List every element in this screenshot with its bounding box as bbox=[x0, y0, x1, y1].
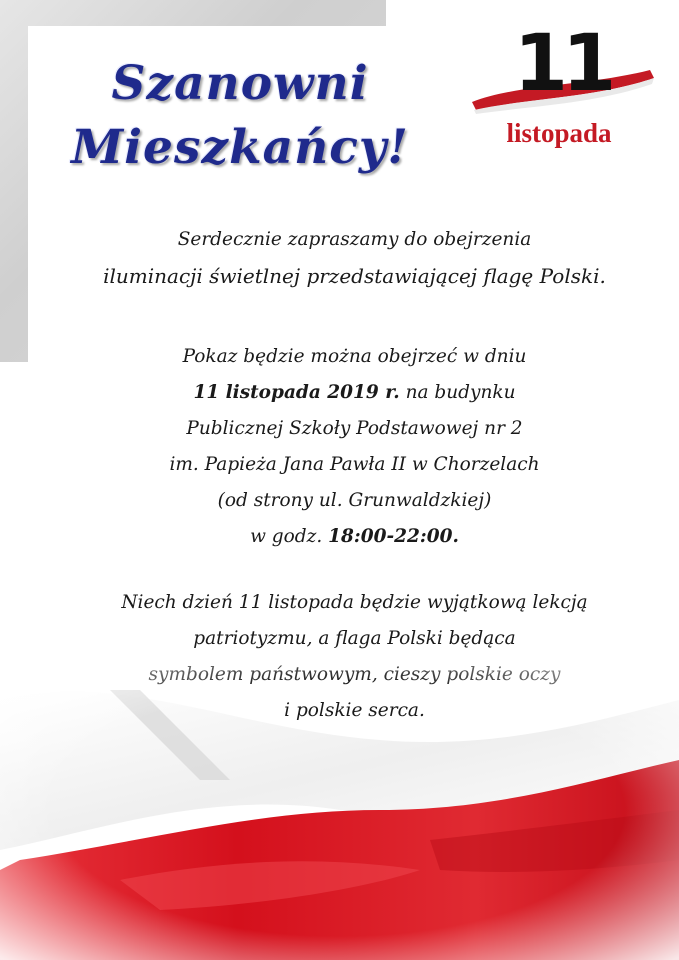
invitation-line-2: iluminacji świetlnej przedstawiającej flagę Polski. bbox=[103, 264, 606, 288]
event-line-5: (od strony ul. Grunwaldzkiej) bbox=[217, 490, 492, 511]
invitation-line-1: Serdecznie zapraszamy do obejrzenia bbox=[177, 229, 532, 250]
event-time: 18:00-22:00. bbox=[328, 526, 459, 547]
badge-word: listopada bbox=[506, 118, 612, 148]
event-line-3: Publicznej Szkoły Podstawowej nr 2 bbox=[186, 418, 523, 439]
event-details-paragraph bbox=[50, 339, 659, 555]
badge-number: 11 bbox=[513, 19, 611, 109]
polish-flag-image bbox=[0, 660, 679, 960]
headline-line-2: Mieszkańcy! bbox=[71, 120, 409, 175]
event-line-2-rest: na budynku bbox=[399, 382, 516, 403]
event-line-2 bbox=[50, 375, 659, 411]
event-line-4: im. Papieża Jana Pawła II w Chorzelach bbox=[169, 454, 540, 475]
event-line-6 bbox=[50, 519, 659, 555]
headline bbox=[60, 52, 420, 180]
closing-line-1: Niech dzień 11 listopada będzie wyjątkową lekcją bbox=[121, 592, 588, 613]
event-time-prefix: w godz. bbox=[250, 526, 329, 547]
event-line-1: Pokaz będzie można obejrzeć w dniu bbox=[182, 346, 527, 367]
invitation-paragraph bbox=[50, 222, 659, 294]
independence-day-badge bbox=[468, 19, 658, 164]
event-date: 11 listopada 2019 r. bbox=[193, 382, 400, 403]
closing-line-2: patriotyzmu, a flaga Polski będąca bbox=[193, 628, 516, 649]
headline-line-1: Szanowni bbox=[111, 56, 369, 111]
